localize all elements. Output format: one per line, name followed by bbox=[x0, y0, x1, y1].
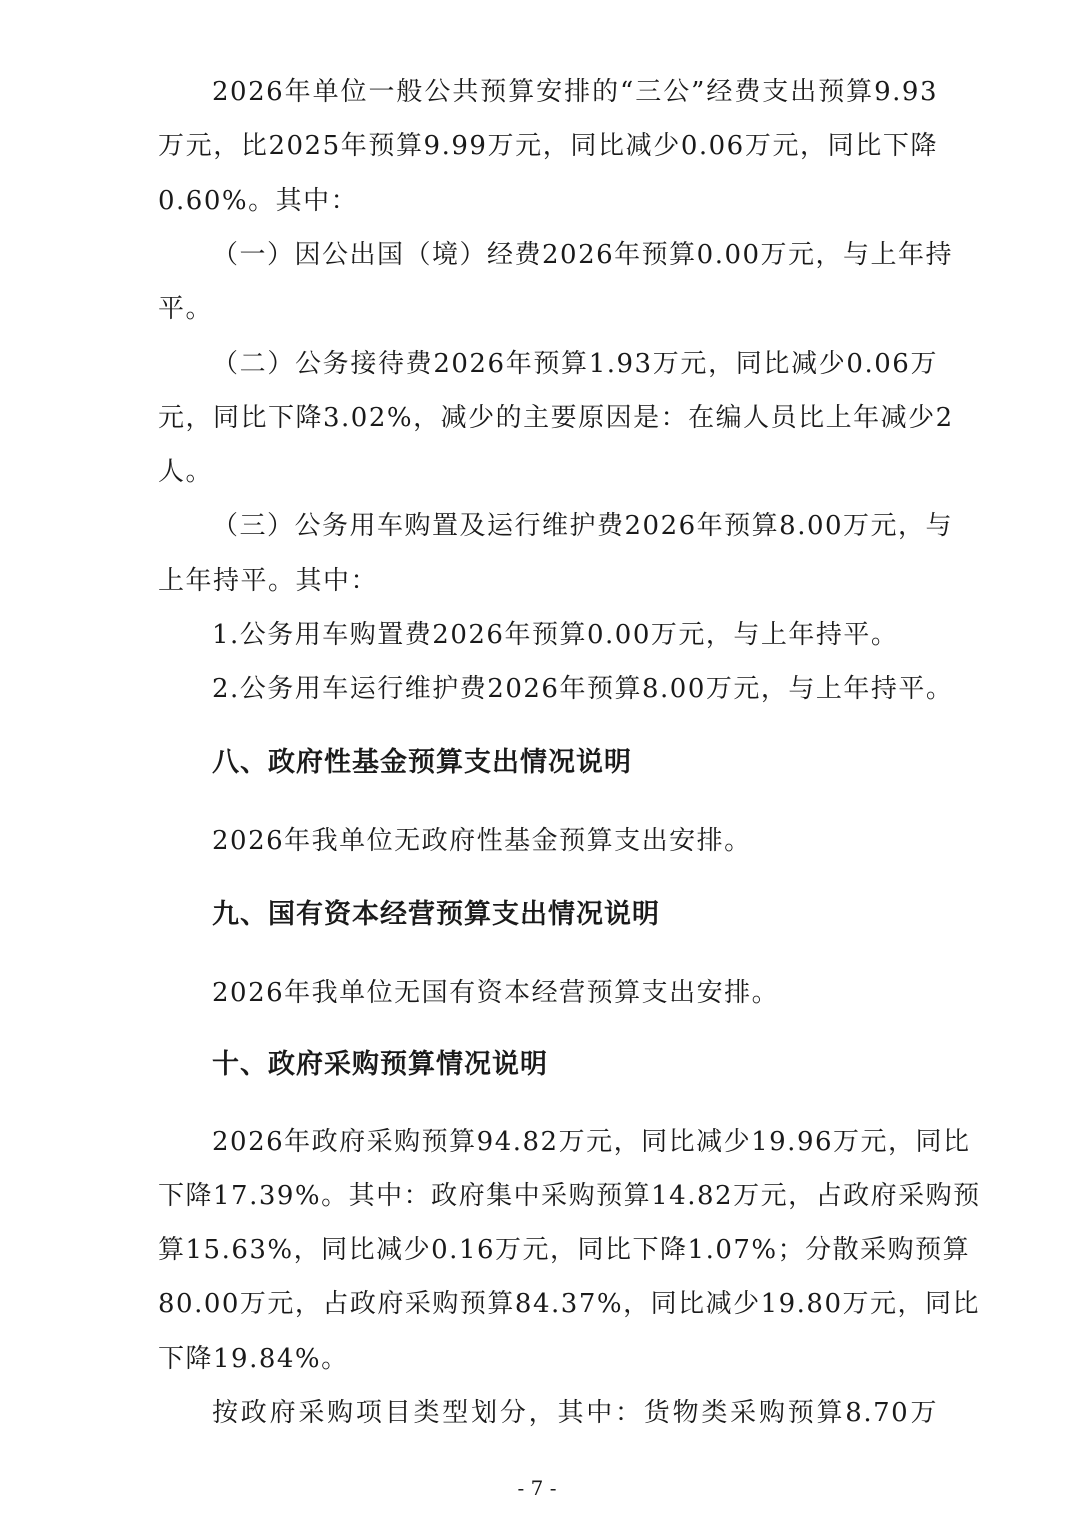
paragraph-line: 0.60%。其中： bbox=[158, 186, 359, 216]
paragraph-line: 按政府采购项目类型划分，其中：货物类采购预算8.70万 bbox=[212, 1398, 938, 1428]
paragraph-line: 算15.63%，同比减少0.16万元，同比下降1.07%；分散采购预算 bbox=[158, 1235, 971, 1265]
paragraph-line: 2026年政府采购预算94.82万元，同比减少19.96万元，同比 bbox=[212, 1127, 971, 1157]
paragraph-line: 1.公务用车购置费2026年预算0.00万元，与上年持平。 bbox=[212, 620, 899, 650]
paragraph-line: 平。 bbox=[158, 294, 214, 324]
section-heading: 九、国有资本经营预算支出情况说明 bbox=[212, 899, 660, 930]
paragraph-line: 万元，比2025年预算9.99万元，同比减少0.06万元，同比下降 bbox=[158, 131, 938, 161]
paragraph-line: 下降17.39%。其中：政府集中采购预算14.82万元，占政府采购预 bbox=[158, 1181, 981, 1211]
paragraph-line: 上年持平。其中： bbox=[158, 566, 379, 596]
paragraph-line: 元，同比下降3.02%，减少的主要原因是：在编人员比上年减少2 bbox=[158, 403, 954, 433]
paragraph-line: （三）公务用车购置及运行维护费2026年预算8.00万元，与 bbox=[212, 511, 954, 541]
paragraph-line: 2026年我单位无政府性基金预算支出安排。 bbox=[212, 826, 752, 856]
paragraph-line: （二）公务接待费2026年预算1.93万元，同比减少0.06万 bbox=[212, 349, 938, 379]
paragraph-line: 80.00万元，占政府采购预算84.37%，同比减少19.80万元，同比 bbox=[158, 1289, 981, 1319]
paragraph-line: 人。 bbox=[158, 457, 214, 487]
paragraph-line: 下降19.84%。 bbox=[158, 1344, 349, 1374]
paragraph-line: 2026年单位一般公共预算安排的“三公”经费支出预算9.93 bbox=[212, 77, 938, 107]
paragraph-line: （一）因公出国（境）经费2026年预算0.00万元，与上年持 bbox=[212, 240, 954, 270]
page-number: - 7 - bbox=[517, 1476, 557, 1500]
paragraph-line: 2.公务用车运行维护费2026年预算8.00万元，与上年持平。 bbox=[212, 674, 954, 704]
section-heading: 八、政府性基金预算支出情况说明 bbox=[212, 747, 632, 778]
paragraph-line: 2026年我单位无国有资本经营预算支出安排。 bbox=[212, 978, 780, 1008]
section-heading: 十、政府采购预算情况说明 bbox=[212, 1049, 548, 1080]
